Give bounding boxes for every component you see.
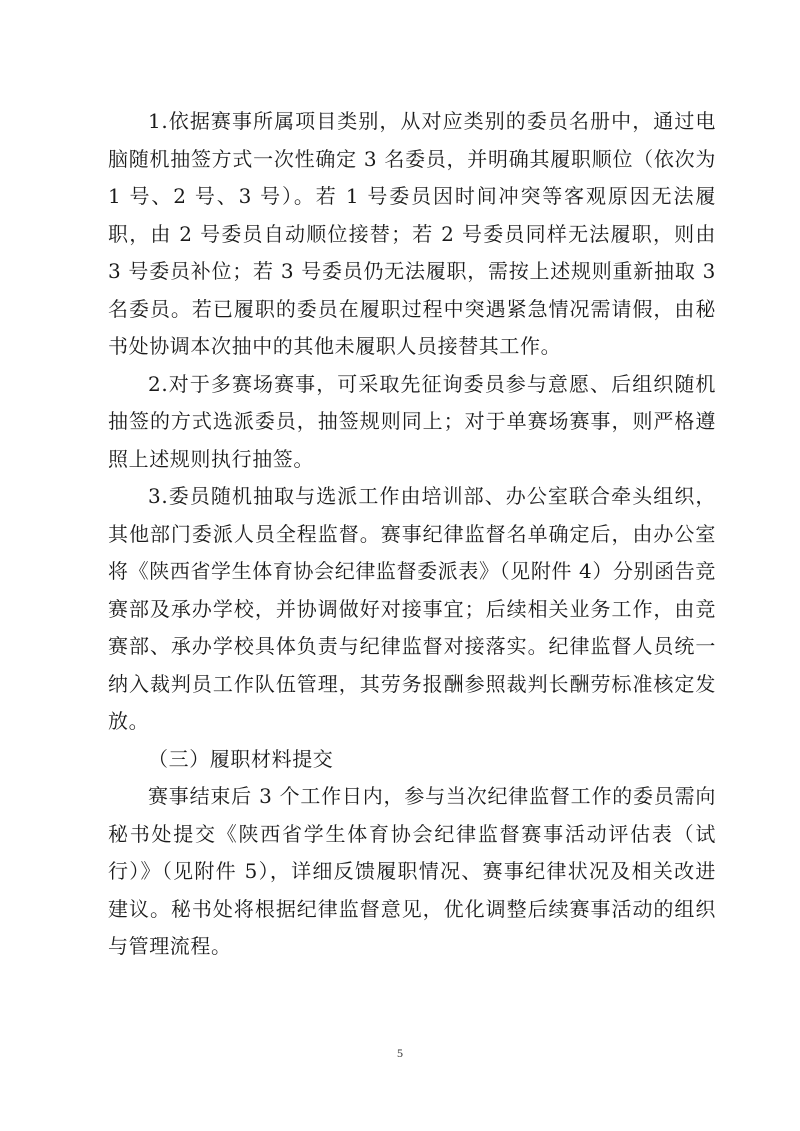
paragraph-materials-submission: 赛事结束后 3 个工作日内，参与当次纪律监督工作的委员需向秘书处提交《陕西省学生体育协会纪律监督赛事活动评估表（试行）》（见附件 5），详细反馈履职情况、赛事纪律状况及相关改进建议。秘书处将根据纪律监督意见，优化调整后续赛事活动的组织与管理流程。 <box>108 784 716 958</box>
paragraph-organization: 3.委员随机抽取与选派工作由培训部、办公室联合牵头组织，其他部门委派人员全程监督。赛事纪律监督名单确定后，由办公室将《陕西省学生体育协会纪律监督委派表》（见附件 4）分别函告竞赛部及承办学校，并协调做好对接事宜；后续相关业务工作，由竞赛部、承办学校具体负责与纪律监督对接落实。纪律监督人员统一纳入裁判员工作队伍管理，其劳务报酬参照裁判长酬劳标准核定发放。 <box>108 484 716 733</box>
section-heading-materials: （三）履职材料提交 <box>148 746 334 771</box>
paragraph-lottery-rules: 1.依据赛事所属项目类别，从对应类别的委员名册中，通过电脑随机抽签方式一次性确定 3 名委员，并明确其履职顺位（依次为 1 号、2 号、3 号）。若 1 号委员因时间冲突等客观原因无法履职，由 2 号委员自动顺位接替；若 2 号委员同样无法履职，则由 3 号委员补位；若 3 号委员仍无法履职，需按上述规则重新抽取 3 名委员。若已履职的委员在履职过程中突遇紧急情况需请假，由秘书处协调本次抽中的其他未履职人员接替其工作。 <box>108 109 716 358</box>
page-number: 5 <box>397 1046 403 1060</box>
document-body <box>108 103 716 966</box>
paragraph-multi-venue: 2.对于多赛场赛事，可采取先征询委员参与意愿、后组织随机抽签的方式选派委员，抽签规则同上；对于单赛场赛事，则严格遵照上述规则执行抽签。 <box>108 371 716 471</box>
